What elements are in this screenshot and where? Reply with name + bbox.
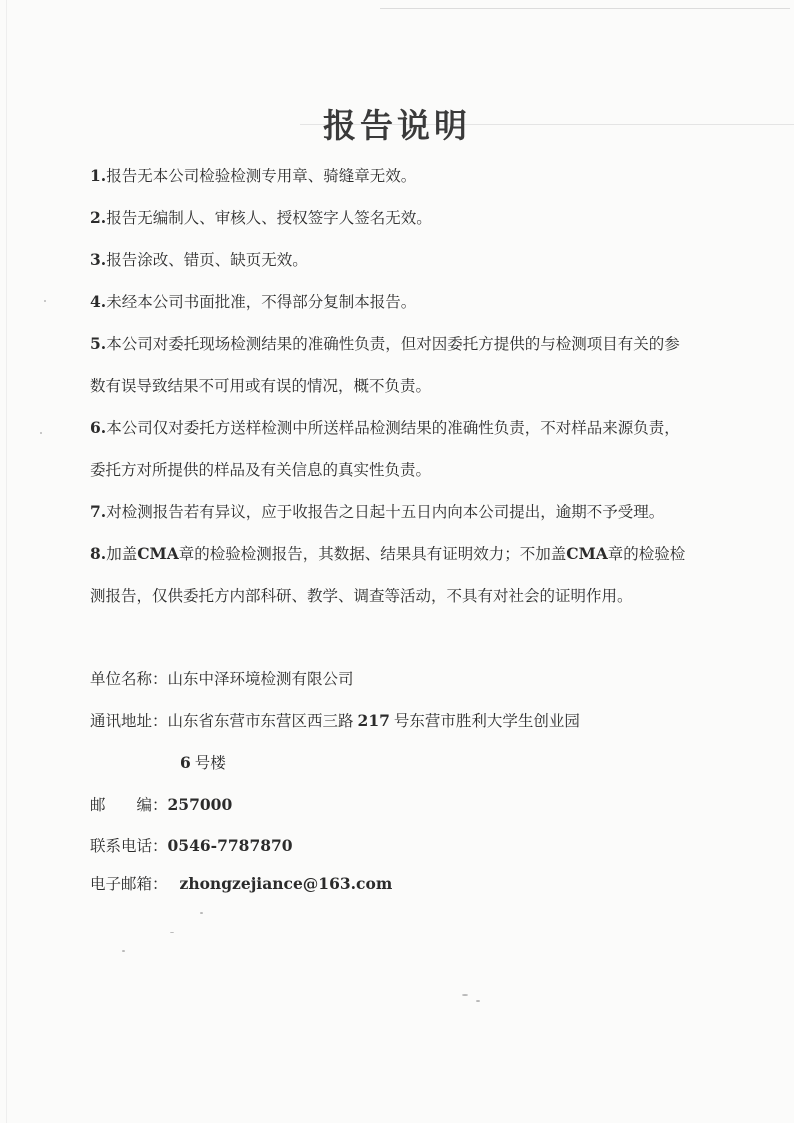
postcode-label: 邮 编：: [90, 796, 168, 814]
clause-text: 报告涂改、错页、缺页无效。: [106, 251, 308, 269]
company-value: 山东中泽环境检测有限公司: [167, 670, 354, 688]
page-title: 报告说明: [323, 106, 471, 145]
phone-label: 联系电话：: [90, 837, 168, 855]
clause-8-continuation: [90, 586, 720, 606]
company-label: 单位名称：: [90, 670, 168, 688]
clause-number: 7.: [90, 502, 107, 521]
company-name-row: [90, 669, 354, 689]
email-label: 电子邮箱：: [90, 875, 168, 893]
clause-number: 5.: [90, 334, 107, 353]
clause-text-part: 章的检验检: [607, 545, 686, 563]
phone-value: 0546-7787870: [167, 836, 293, 855]
address-row: [90, 711, 580, 731]
clause-4: [90, 292, 720, 312]
clause-text-part: 章的检验检测报告，其数据、结果具有证明效力；不加盖: [178, 545, 567, 563]
address-number: 217: [357, 711, 390, 730]
scan-speck: [170, 932, 174, 933]
address-continuation-row: [180, 753, 226, 773]
clause-text: 未经本公司书面批准，不得部分复制本报告。: [106, 293, 417, 311]
address-value-rest: 号东营市胜利大学生创业园: [393, 712, 580, 730]
clause-number: 3.: [90, 250, 107, 269]
clause-text-continued: 委托方对所提供的样品及有关信息的真实性负责。: [90, 461, 432, 479]
clause-6-continuation: [90, 460, 720, 480]
email-row: [90, 874, 392, 894]
scan-top-line: [380, 8, 790, 9]
cma-mark-text: CMA: [137, 544, 179, 563]
clause-text: 报告无编制人、审核人、授权签字人签名无效。: [106, 209, 432, 227]
clause-text-continued: 数有误导致结果不可用或有误的情况，概不负责。: [90, 377, 432, 395]
scan-edge-line: [6, 0, 7, 1123]
clause-number: 6.: [90, 418, 107, 437]
clause-number: 1.: [90, 166, 107, 185]
clause-1: [90, 166, 720, 186]
clause-text-part: 加盖: [106, 545, 138, 563]
address-value: 山东省东营市东营区西三路: [167, 712, 354, 730]
clause-6: [90, 418, 720, 438]
clause-8: [90, 544, 720, 564]
scan-speck: [200, 912, 203, 914]
address-label: 通讯地址：: [90, 712, 168, 730]
clause-text-continued: 测报告，仅供委托方内部科研、教学、调查等活动，不具有对社会的证明作用。: [90, 587, 633, 605]
scan-speck: [462, 994, 468, 996]
scan-speck: [40, 432, 42, 434]
postcode-row: [90, 795, 232, 815]
clause-text: 本公司仅对委托方送样检测中所送样品检测结果的准确性负责，不对样品来源负责，: [106, 419, 680, 437]
clause-number: 8.: [90, 544, 107, 563]
clause-number: 2.: [90, 208, 107, 227]
clause-5: [90, 334, 720, 354]
scan-speck: [44, 300, 46, 302]
clause-5-continuation: [90, 376, 720, 396]
clause-text: 报告无本公司检验检测专用章、骑缝章无效。: [106, 167, 417, 185]
clause-7: [90, 502, 720, 522]
scan-speck: [476, 1000, 480, 1002]
clause-2: [90, 208, 720, 228]
clause-number: 4.: [90, 292, 107, 311]
clause-text: 对检测报告若有异议，应于收报告之日起十五日内向本公司提出，逾期不予受理。: [106, 503, 665, 521]
phone-row: [90, 836, 293, 856]
building-number: 6: [180, 753, 191, 772]
scan-speck: [122, 950, 125, 952]
building-text: 号楼: [194, 754, 226, 772]
cma-mark-text: CMA: [566, 544, 608, 563]
clause-text: 本公司对委托现场检测结果的准确性负责，但对因委托方提供的与检测项目有关的参: [106, 335, 680, 353]
postcode-value: 257000: [167, 795, 233, 814]
email-value: zhongzejiance@163.com: [179, 874, 393, 893]
clause-3: [90, 250, 720, 270]
